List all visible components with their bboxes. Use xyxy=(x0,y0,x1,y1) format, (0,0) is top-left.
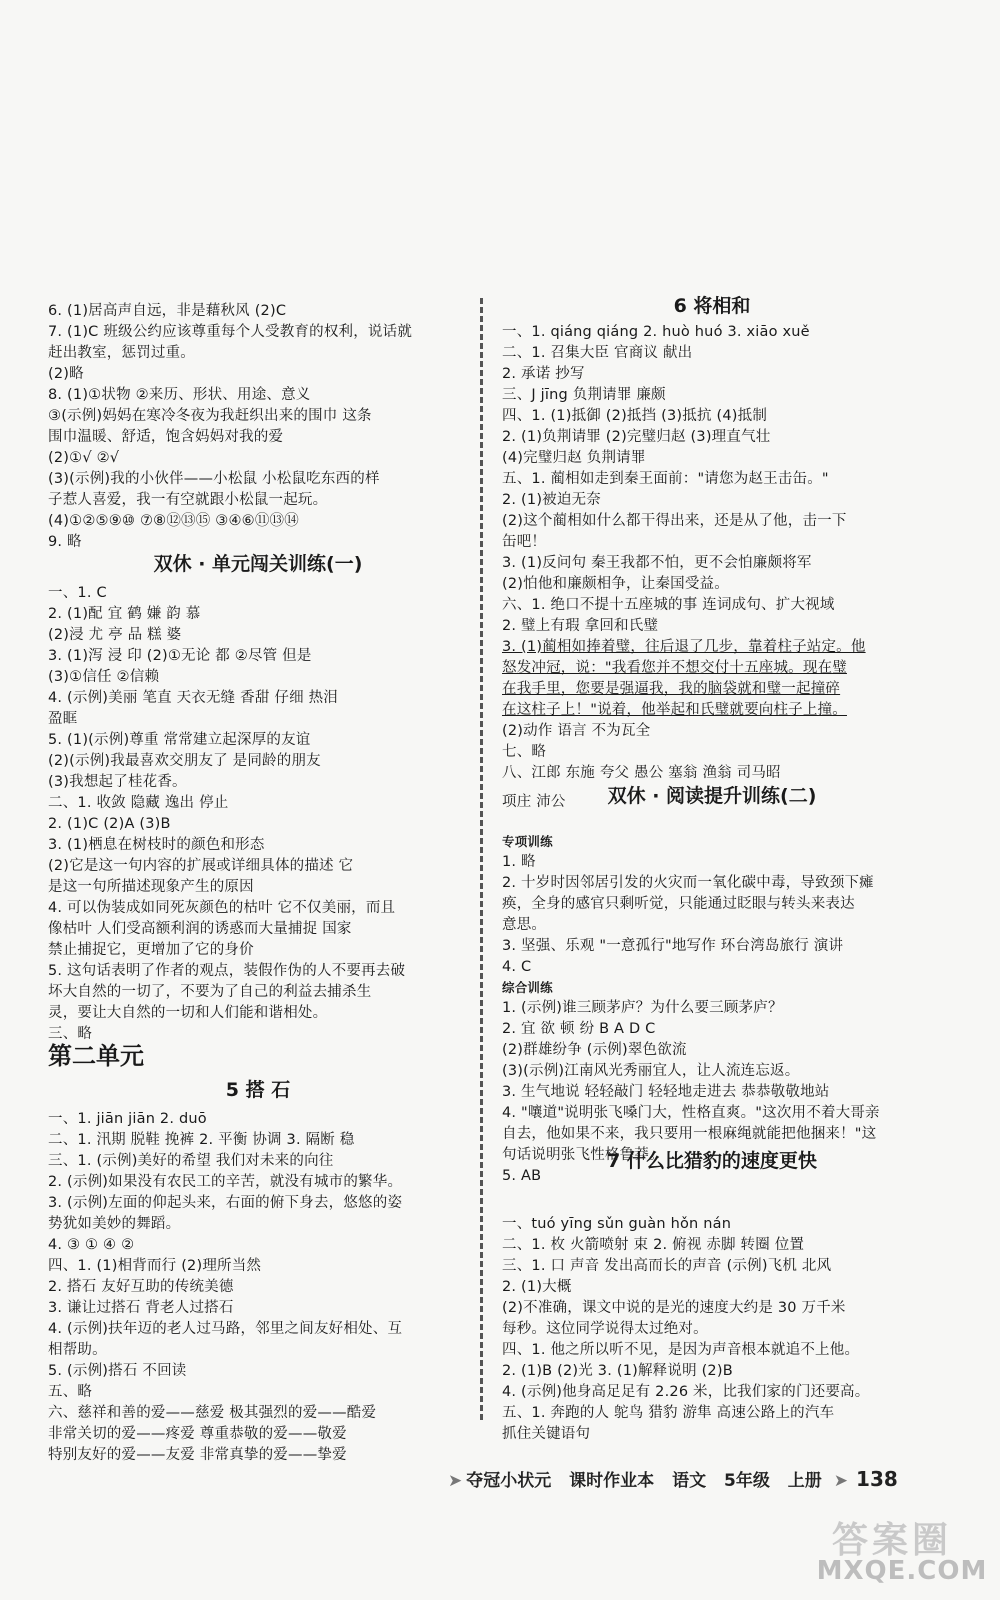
answer-line: 八、江郎 东施 夸父 愚公 塞翁 渔翁 司马昭 xyxy=(502,765,781,781)
section-title: 6 将相和 xyxy=(673,295,751,317)
answer-line: (2)(示例)我最喜欢交朋友了 是同龄的朋友 xyxy=(48,753,321,769)
answer-line: 3. (1)反问句 秦王我都不怕，更不会怕廉颇将军 xyxy=(502,555,812,571)
answer-line: 抓住关键语句 xyxy=(502,1426,591,1442)
answer-line: 2. 宜 欲 顿 纷 B A D C xyxy=(502,1021,656,1037)
answer-line: 四、1. 他之所以听不见，是因为声音根本就追不上他。 xyxy=(502,1342,860,1358)
answer-line: 3. 生气地说 轻轻敲门 轻轻地走进去 恭恭敬敬地站 xyxy=(502,1084,830,1100)
answer-line: 缶吧！ xyxy=(502,534,547,550)
answer-line: (2)不准确，课文中说的是光的速度大约是 30 万千米 xyxy=(502,1300,846,1316)
answer-line: 4. 可以伪装成如同死灰颜色的枯叶 它不仅美丽，而且 xyxy=(48,900,396,916)
answer-line: 3. (1)泻 浸 印 (2)①无论 都 ②尽管 但是 xyxy=(48,648,312,664)
watermark-seal: 答案圈 xyxy=(832,1520,953,1561)
arrow-icon: ➤ xyxy=(833,1471,849,1491)
answer-line: 是这一句所描述现象产生的原因 xyxy=(48,879,254,895)
section-title: 双休 · 阅读提升训练(二) xyxy=(607,785,817,807)
lesson-title: 5 搭 石 xyxy=(225,1079,291,1101)
answer-line: ③(示例)妈妈在寒冷冬夜为我赶织出来的围巾 这条 xyxy=(48,408,372,424)
answer-line: (2)动作 语言 不为瓦全 xyxy=(502,723,651,739)
footer-subject: 语文 xyxy=(672,1471,707,1491)
answer-line: 势犹如美妙的舞蹈。 xyxy=(48,1216,181,1232)
footer-grade: 5年级 xyxy=(724,1471,770,1491)
footer-book: 课时作业本 xyxy=(569,1471,655,1491)
answer-line: (3)(示例)我的小伙伴——小松鼠 小松鼠吃东西的样 xyxy=(48,471,380,487)
answer-line: 3. 坚强、乐观 "一意孤行"地写作 环台湾岛旅行 演讲 xyxy=(502,938,844,954)
answer-line: 4. (示例)他身高足足有 2.26 米，比我们家的门还要高。 xyxy=(502,1384,870,1400)
answer-line: 三、1. 口 声音 发出高而长的声音 (示例)飞机 北风 xyxy=(502,1258,832,1274)
answer-line: 2. (1)大概 xyxy=(502,1279,572,1295)
answer-line: (3)①信任 ②信赖 xyxy=(48,669,160,685)
answer-line: 2. (示例)如果没有农民工的辛苦，就没有城市的繁华。 xyxy=(48,1174,403,1190)
answer-line: 1. (示例)谁三顾茅庐？为什么要三顾茅庐？ xyxy=(502,1000,783,1016)
footer-brand: 夺冠小状元 xyxy=(466,1471,552,1491)
answer-line: 围巾温暖、舒适，饱含妈妈对我的爱 xyxy=(48,429,284,445)
answer-line: 二、1. 汛期 脱鞋 挽裤 2. 平衡 协调 3. 隔断 稳 xyxy=(48,1132,355,1148)
answer-line: 2. 搭石 友好互助的传统美德 xyxy=(48,1279,234,1295)
answer-line: 每秒。这位同学说得太过绝对。 xyxy=(502,1321,708,1337)
answer-line: 2. (1)B (2)光 3. (1)解释说明 (2)B xyxy=(502,1363,733,1379)
answer-line: 在这柱子上！"说着，他举起和氏璧就要向柱子上撞。 xyxy=(502,702,847,718)
answer-line: 二、1. 召集大臣 官商议 献出 xyxy=(502,345,693,361)
answer-line: 特别友好的爱——友爱 非常真挚的爱——挚爱 xyxy=(48,1447,347,1463)
answer-line: 四、1. (1)相背而行 (2)理所当然 xyxy=(48,1258,262,1274)
answer-line: 禁止捕捉它，更增加了它的身价 xyxy=(48,942,254,958)
answer-line: (2)略 xyxy=(48,366,84,382)
answer-line: 5. 这句话表明了作者的观点，装假作伪的人不要再去破 xyxy=(48,963,406,979)
answer-line: 一、tuó yīng sǔn guàn hǒn nán xyxy=(502,1216,732,1232)
answer-line: 二、1. 枚 火箭喷射 束 2. 俯视 赤脚 转圈 位置 xyxy=(502,1237,805,1253)
arrow-icon: ➤ xyxy=(448,1471,463,1491)
answer-line: 句话说明张飞性格鲁莽。 xyxy=(502,1147,664,1163)
answer-line: (4)①②⑤⑨⑩ ⑦⑧⑫⑬⑮ ③④⑥⑪⑬⑭ xyxy=(48,513,299,529)
answer-line: (4)完璧归赵 负荆请罪 xyxy=(502,450,646,466)
answer-line: 五、略 xyxy=(48,1384,93,1400)
answer-line: 7. (1)C 班级公约应该尊重每个人受教育的权利，说话就 xyxy=(48,324,413,340)
answer-line: (2)①√ ②√ xyxy=(48,450,120,466)
answer-line: 痪，全身的感官只剩听觉，只能通过眨眼与转头来表达 xyxy=(502,896,855,912)
answer-line: 赶出教室，惩罚过重。 xyxy=(48,345,195,361)
answer-line: 灵，要让大自然的一切和人们能和谐相处。 xyxy=(48,1005,328,1021)
answer-line: 1. 略 xyxy=(502,854,536,870)
answer-line: 五、1. 奔跑的人 鸵鸟 猎豹 游隼 高速公路上的汽车 xyxy=(502,1405,835,1421)
answer-line: 5. (示例)搭石 不回读 xyxy=(48,1363,187,1379)
answer-line: 4. "嚷道"说明张飞嗓门大，性格直爽。"这次用不着大哥亲 xyxy=(502,1105,880,1121)
answer-line: 2. 璧上有瑕 拿回和氏璧 xyxy=(502,618,659,634)
watermark xyxy=(812,1512,992,1598)
subsection-label: 专项训练 xyxy=(502,834,553,849)
page-footer xyxy=(448,1466,910,1491)
answer-line: 一、1. qiáng qiáng 2. huò huó 3. xiāo xuě xyxy=(502,324,810,340)
answer-line: (3)(示例)江南风光秀丽宜人，让人流连忘返。 xyxy=(502,1063,800,1079)
answer-line: 怒发冲冠，说："我看您并不想交付十五座城。现在璧 xyxy=(502,660,847,676)
answer-line: 在我手里，您要是强逼我，我的脑袋就和璧一起撞碎 xyxy=(502,681,841,697)
answer-line: 一、1. C xyxy=(48,585,107,601)
answer-line: 六、1. 绝口不提十五座城的事 连词成句、扩大视域 xyxy=(502,597,835,613)
answer-line: (2)它是这一句内容的扩展或详细具体的描述 它 xyxy=(48,858,354,874)
answer-line: 非常关切的爱——疼爱 尊重恭敬的爱——敬爱 xyxy=(48,1426,347,1442)
answer-line: 2. 承诺 抄写 xyxy=(502,366,585,382)
answer-line: 像枯叶 人们受高额利润的诱惑而大量捕捉 国家 xyxy=(48,921,352,937)
answer-line: 3. 谦让过搭石 背老人过搭石 xyxy=(48,1300,234,1316)
answer-line: (2)怕他和廉颇相争，让秦国受益。 xyxy=(502,576,729,592)
answer-line: 5. (1)(示例)尊重 常常建立起深厚的友谊 xyxy=(48,732,311,748)
answer-line: 3. (1)栖息在树枝时的颜色和形态 xyxy=(48,837,265,853)
answer-line: 4. (示例)美丽 笔直 天衣无缝 香甜 仔细 热泪 xyxy=(48,690,339,706)
answer-line: 6. (1)居高声自远，非是藉秋风 (2)C xyxy=(48,303,287,319)
answer-line: 子惹人喜爱，我一有空就跟小松鼠一起玩。 xyxy=(48,492,328,508)
answer-line: 3. (1)蔺相如捧着璧，往后退了几步，靠着柱子站定。他 xyxy=(502,639,866,655)
answer-line: (2)这个蔺相如什么都干得出来，还是从了他，击一下 xyxy=(502,513,847,529)
answer-line: 4. (示例)扶年迈的老人过马路，邻里之间友好相处、互 xyxy=(48,1321,403,1337)
answer-line: 4. ③ ① ④ ② xyxy=(48,1237,135,1253)
answer-line: 三、1. (示例)美好的希望 我们对未来的向往 xyxy=(48,1153,334,1169)
answer-line: 相帮助。 xyxy=(48,1342,107,1358)
footer-volume: 上册 xyxy=(787,1471,822,1491)
answer-line: 三、略 xyxy=(48,1026,93,1042)
answer-line: 3. (示例)左面的仰起头来，右面的俯下身去，悠悠的姿 xyxy=(48,1195,403,1211)
section-title: 双休 · 单元闯关训练(一) xyxy=(153,553,363,575)
answer-line: 七、略 xyxy=(502,744,547,760)
unit-title: 第二单元 xyxy=(48,1041,144,1070)
answer-line: 2. (1)被迫无奈 xyxy=(502,492,601,508)
answer-line: (2)浸 尤 亭 品 糕 婆 xyxy=(48,627,182,643)
subsection-label: 综合训练 xyxy=(502,980,553,995)
answer-line: 四、1. (1)抵御 (2)抵挡 (3)抵抗 (4)抵制 xyxy=(502,408,768,424)
answer-line: 盈眶 xyxy=(48,711,78,727)
answer-line: 三、J jīng 负荆请罪 廉颇 xyxy=(502,387,666,403)
answer-line: 自去，他如果不来，我只要用一根麻绳就能把他捆来！"这 xyxy=(502,1126,877,1142)
answer-line: 意思。 xyxy=(502,917,547,933)
answer-line: 2. (1)C (2)A (3)B xyxy=(48,816,171,832)
answer-line: 坏大自然的一切了，不要为了自己的利益去捕杀生 xyxy=(48,984,372,1000)
answer-line: 5. AB xyxy=(502,1168,542,1184)
answer-line: 2. 十岁时因邻居引发的火灾而一氧化碳中毒，导致颈下瘫 xyxy=(502,875,874,891)
answer-line: 五、1. 蔺相如走到秦王面前："请您为赵王击缶。" xyxy=(502,471,829,487)
answer-line: (2)群雄纷争 (示例)翠色欲流 xyxy=(502,1042,687,1058)
answer-line: 4. C xyxy=(502,959,532,975)
answer-line: 2. (1)配 宜 鹤 嫌 韵 慕 xyxy=(48,606,201,622)
answer-line: 8. (1)①状物 ②来历、形状、用途、意义 xyxy=(48,387,311,403)
column-divider xyxy=(480,298,483,1420)
answer-line: 2. (1)负荆请罪 (2)完璧归赵 (3)理直气壮 xyxy=(502,429,771,445)
page-number: 138 xyxy=(856,1467,898,1491)
answer-line: 9. 略 xyxy=(48,534,82,550)
section-title: 7 什么比猎豹的速度更快 xyxy=(607,1150,817,1172)
answer-line: 二、1. 收敛 隐藏 逸出 停止 xyxy=(48,795,229,811)
answer-line: 项庄 沛公 xyxy=(502,794,566,810)
watermark-text: MXQE.COM xyxy=(816,1556,988,1586)
answer-line: 一、1. jiān jiān 2. duō xyxy=(48,1111,207,1127)
answer-line: (3)我想起了桂花香。 xyxy=(48,774,187,790)
answer-line: 六、慈祥和善的爱——慈爱 极其强烈的爱——酷爱 xyxy=(48,1405,377,1421)
